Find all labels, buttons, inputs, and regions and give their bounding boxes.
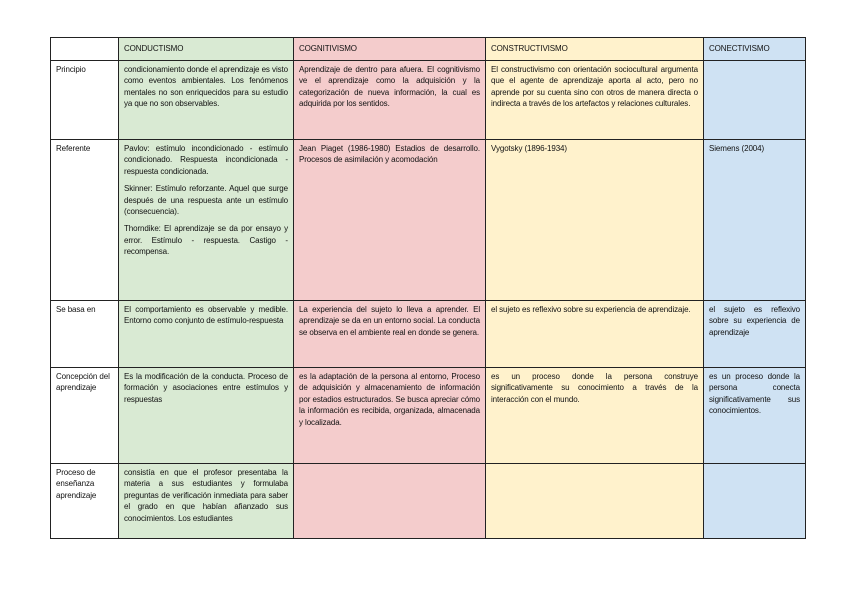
cell-paragraph: Skinner: Estímulo reforzante. Aquel que surge después de una respuesta ante un estímulo (consecuencia). [124, 184, 288, 217]
cell-conductismo [119, 140, 294, 301]
row-label: Se basa en [51, 301, 119, 368]
row-label: Concepción del aprendizaje [51, 368, 119, 464]
cell-paragraph: el sujeto es reflexivo sobre su experiencia de aprendizaje. [491, 305, 691, 314]
cell-paragraph: Siemens (2004) [709, 144, 765, 153]
cell-paragraph: Vygotsky (1896-1934) [491, 144, 567, 153]
table-row [51, 368, 806, 464]
cell-paragraph: El constructivismo con orientación sociocultural argumenta que el agente de aprendizaje aporta al acto, pero no aprende por su cuenta sino con otros de manera directa o indirecta a través de los artefactos y relaciones culturales. [491, 65, 698, 109]
cell-conductismo [119, 61, 294, 140]
table-row [51, 464, 806, 539]
cell-paragraph: es un proceso donde la persona conecta significativamente sus conocimientos. [709, 372, 800, 416]
cell-paragraph: El comportamiento es observable y medible. Entorno como conjunto de estímulo-respuesta [124, 305, 288, 326]
cell-paragraph: Es la modificación de la conducta. Proceso de formación y asociaciones entre estímulos y respuestas [124, 372, 288, 404]
row-label: Proceso de enseñanza aprendizaje [51, 464, 119, 539]
cell-constructivismo [486, 61, 704, 140]
cell-conductismo [119, 464, 294, 539]
cell-constructivismo [486, 140, 704, 301]
cell-paragraph: Thorndike: El aprendizaje se da por ensayo y error. Estímulo - respuesta. Castigo - recompensa. [124, 224, 288, 257]
row-label: Referente [51, 140, 119, 301]
row-label: Principio [51, 61, 119, 140]
header-empty [51, 38, 119, 61]
cell-paragraph: Jean Piaget (1986-1980) Estadios de desarrollo. Procesos de asimilación y acomodación [299, 144, 480, 165]
cell-constructivismo [486, 301, 704, 368]
cell-conductismo [119, 301, 294, 368]
table-row [51, 301, 806, 368]
cell-conductismo [119, 368, 294, 464]
cell-conectivismo [704, 61, 806, 140]
cell-constructivismo [486, 368, 704, 464]
table-row [51, 140, 806, 301]
cell-cognitivismo [294, 140, 486, 301]
header-row [51, 38, 806, 61]
cell-paragraph: Pavlov: estímulo incondicionado - estímulo condicionado. Respuesta incondicionada - respuesta condicionada. [124, 144, 288, 176]
cell-conectivismo [704, 140, 806, 301]
header-conductismo: CONDUCTISMO [119, 38, 294, 61]
cell-paragraph: es un proceso donde la persona construye significativamente su conocimiento a través de la interacción con el mundo. [491, 372, 698, 404]
header-constructivismo: CONSTRUCTIVISMO [486, 38, 704, 61]
cell-cognitivismo [294, 368, 486, 464]
cell-cognitivismo [294, 301, 486, 368]
cell-constructivismo [486, 464, 704, 539]
cell-paragraph: consistía en que el profesor presentaba la materia a sus estudiantes y formulaba preguntas de verificación inmediata para saber el grado en que habían afianzado sus conocimientos. Los estudiantes [124, 468, 288, 523]
cell-paragraph: condicionamiento donde el aprendizaje es visto como eventos ambientales. Los fenómenos mentales no son enriquecidos para su estudio ya que no son observables. [124, 65, 288, 109]
comparison-table [50, 37, 806, 539]
header-conectivismo: CONECTIVISMO [704, 38, 806, 61]
cell-paragraph: La experiencia del sujeto lo lleva a aprender. El aprendizaje se da en un entorno social. La conducta se observa en el ambiente real en donde se genera. [299, 305, 480, 337]
cell-conectivismo [704, 368, 806, 464]
table-row [51, 61, 806, 140]
cell-cognitivismo [294, 464, 486, 539]
cell-paragraph: es la adaptación de la persona al entorno, Proceso de adquisición y almacenamiento de información por estadios estructurados. Se busca apreciar cómo la información es recibida, organizada, almacenada y localizada. [299, 372, 480, 427]
cell-cognitivismo [294, 61, 486, 140]
cell-conectivismo [704, 464, 806, 539]
cell-conectivismo [704, 301, 806, 368]
header-cognitivismo: COGNITIVISMO [294, 38, 486, 61]
cell-paragraph: Aprendizaje de dentro para afuera. El cognitivismo ve el aprendizaje como la adquisición y la categorización de nueva información, la cual es adquirida por los sentidos. [299, 65, 480, 109]
cell-paragraph: el sujeto es reflexivo sobre su experiencia de aprendizaje [709, 305, 800, 337]
